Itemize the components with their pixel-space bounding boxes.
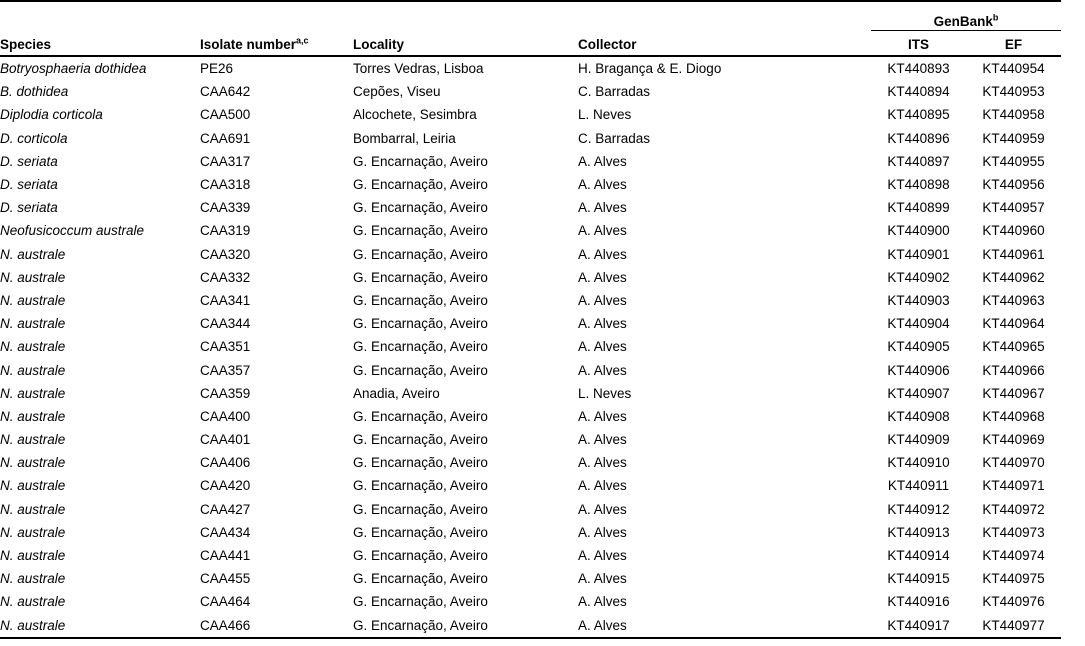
cell-isolate: CAA400 xyxy=(200,408,251,424)
table-row xyxy=(0,243,1061,266)
cell-species: N. australe xyxy=(0,362,66,378)
cell-its: KT440893 xyxy=(887,61,950,77)
cell-ef: KT440957 xyxy=(982,200,1045,216)
cell-locality: Alcochete, Sesimbra xyxy=(353,107,477,123)
cell-ef: KT440966 xyxy=(982,362,1045,378)
header-isolate-label: Isolate number xyxy=(200,37,297,52)
cell-locality: G. Encarnação, Aveiro xyxy=(353,362,488,378)
cell-its: KT440911 xyxy=(887,478,950,494)
cell-collector: A. Alves xyxy=(578,614,871,638)
cell-collector: A. Alves xyxy=(578,223,627,239)
cell-collector: A. Alves xyxy=(578,316,627,332)
cell-isolate: CAA339 xyxy=(200,200,251,216)
table-row xyxy=(0,335,1061,358)
cell-isolate: CAA500 xyxy=(200,107,251,123)
cell-collector: A. Alves xyxy=(578,524,627,540)
cell-ef: KT440960 xyxy=(982,223,1045,239)
table-row xyxy=(0,219,1061,242)
cell-ef: KT440955 xyxy=(982,153,1045,169)
cell-collector: A. Alves xyxy=(578,200,627,216)
cell-collector: A. Alves xyxy=(578,548,627,564)
cell-locality: G. Encarnação, Aveiro xyxy=(353,614,578,638)
cell-ef: KT440954 xyxy=(982,61,1045,77)
cell-isolate: CAA406 xyxy=(200,455,251,471)
cell-species: Diplodia corticola xyxy=(0,107,103,123)
cell-species: D. corticola xyxy=(0,130,68,146)
cell-locality: G. Encarnação, Aveiro xyxy=(353,200,488,216)
cell-locality: G. Encarnação, Aveiro xyxy=(353,501,488,517)
cell-ef: KT440968 xyxy=(982,408,1045,424)
header-genbank-label: GenBank xyxy=(933,14,993,29)
cell-its: KT440894 xyxy=(887,84,950,100)
cell-ef: KT440972 xyxy=(982,501,1045,517)
cell-species: N. australe xyxy=(0,478,66,494)
cell-collector: A. Alves xyxy=(578,408,627,424)
table-header xyxy=(0,1,1061,56)
table-row xyxy=(0,451,1061,474)
cell-isolate: CAA317 xyxy=(200,153,251,169)
cell-isolate: CAA427 xyxy=(200,501,251,517)
cell-ef: KT440959 xyxy=(982,130,1045,146)
table-row xyxy=(0,474,1061,497)
cell-ef: KT440975 xyxy=(982,571,1045,587)
cell-its: KT440905 xyxy=(887,339,950,355)
cell-isolate: CAA359 xyxy=(200,385,251,401)
cell-ef: KT440973 xyxy=(982,524,1045,540)
cell-ef: KT440976 xyxy=(982,594,1045,610)
cell-species: Botryosphaeria dothidea xyxy=(0,61,147,77)
cell-locality: G. Encarnação, Aveiro xyxy=(353,269,488,285)
cell-species: N. australe xyxy=(0,316,66,332)
cell-species: N. australe xyxy=(0,339,66,355)
cell-collector: A. Alves xyxy=(578,571,627,587)
cell-species: N. australe xyxy=(0,594,66,610)
table-body xyxy=(0,56,1061,638)
cell-ef: KT440967 xyxy=(982,385,1045,401)
cell-species: Neofusicoccum australe xyxy=(0,223,145,239)
cell-ef: KT440956 xyxy=(982,177,1045,193)
cell-its: KT440910 xyxy=(887,455,950,471)
header-ef: EF xyxy=(966,31,1061,57)
cell-ef: KT440961 xyxy=(982,246,1045,262)
cell-isolate: CAA341 xyxy=(200,292,251,308)
table-row xyxy=(0,382,1061,405)
cell-collector: C. Barradas xyxy=(578,84,651,100)
table-row xyxy=(0,590,1061,613)
header-row-group xyxy=(0,1,1061,31)
cell-locality: Bombarral, Leiria xyxy=(353,130,456,146)
header-spacer xyxy=(578,1,871,31)
cell-its: KT440901 xyxy=(887,246,950,262)
cell-its: KT440913 xyxy=(887,524,950,540)
cell-collector: C. Barradas xyxy=(578,130,651,146)
cell-locality: G. Encarnação, Aveiro xyxy=(353,246,488,262)
cell-its: KT440895 xyxy=(887,107,950,123)
cell-isolate: CAA464 xyxy=(200,594,251,610)
cell-isolate: CAA642 xyxy=(200,84,251,100)
header-genbank-footnote: b xyxy=(992,12,999,23)
cell-collector: A. Alves xyxy=(578,501,627,517)
cell-species: N. australe xyxy=(0,455,66,471)
cell-species: D. seriata xyxy=(0,153,58,169)
header-row-columns xyxy=(0,31,1061,57)
table-row xyxy=(0,405,1061,428)
cell-collector: A. Alves xyxy=(578,594,627,610)
table-row xyxy=(0,196,1061,219)
header-isolate-footnote: a,c xyxy=(296,35,309,46)
cell-ef: KT440970 xyxy=(982,455,1045,471)
cell-species: N. australe xyxy=(0,614,200,638)
cell-its: KT440903 xyxy=(887,292,950,308)
cell-isolate: CAA318 xyxy=(200,177,251,193)
cell-collector: L. Neves xyxy=(578,107,632,123)
cell-species: N. australe xyxy=(0,292,66,308)
cell-its: KT440916 xyxy=(887,594,950,610)
cell-ef: KT440962 xyxy=(982,269,1045,285)
cell-locality: G. Encarnação, Aveiro xyxy=(353,316,488,332)
header-genbank xyxy=(871,1,1061,31)
cell-its: KT440898 xyxy=(887,177,950,193)
cell-locality: G. Encarnação, Aveiro xyxy=(353,153,488,169)
cell-isolate: CAA319 xyxy=(200,223,251,239)
cell-ef: KT440977 xyxy=(966,614,1061,638)
header-locality: Locality xyxy=(353,31,578,57)
cell-collector: A. Alves xyxy=(578,292,627,308)
cell-locality: Torres Vedras, Lisboa xyxy=(353,61,484,77)
table-row xyxy=(0,150,1061,173)
header-isolate xyxy=(200,31,353,57)
table-row xyxy=(0,428,1061,451)
cell-its: KT440899 xyxy=(887,200,950,216)
cell-ef: KT440965 xyxy=(982,339,1045,355)
cell-species: N. australe xyxy=(0,385,66,401)
cell-its: KT440906 xyxy=(887,362,950,378)
cell-ef: KT440958 xyxy=(982,107,1045,123)
table-row xyxy=(0,56,1061,80)
cell-ef: KT440953 xyxy=(982,84,1045,100)
cell-isolate: CAA455 xyxy=(200,571,251,587)
table-row xyxy=(0,498,1061,521)
cell-species: N. australe xyxy=(0,501,66,517)
cell-isolate: CAA466 xyxy=(200,614,353,638)
cell-its: KT440902 xyxy=(887,269,950,285)
table-row xyxy=(0,173,1061,196)
cell-collector: A. Alves xyxy=(578,478,627,494)
cell-isolate: CAA351 xyxy=(200,339,251,355)
cell-ef: KT440963 xyxy=(982,292,1045,308)
header-spacer xyxy=(353,1,578,31)
cell-isolate: CAA434 xyxy=(200,524,251,540)
header-collector: Collector xyxy=(578,31,871,57)
cell-species: N. australe xyxy=(0,432,66,448)
header-its: ITS xyxy=(871,31,966,57)
table-row xyxy=(0,266,1061,289)
cell-collector: H. Bragança & E. Diogo xyxy=(578,61,722,77)
cell-its: KT440912 xyxy=(887,501,950,517)
cell-collector: A. Alves xyxy=(578,246,627,262)
cell-collector: A. Alves xyxy=(578,432,627,448)
cell-locality: G. Encarnação, Aveiro xyxy=(353,223,488,239)
table-row xyxy=(0,614,1061,638)
cell-collector: A. Alves xyxy=(578,339,627,355)
cell-species: N. australe xyxy=(0,548,66,564)
cell-species: N. australe xyxy=(0,269,66,285)
cell-ef: KT440969 xyxy=(982,432,1045,448)
cell-species: D. seriata xyxy=(0,200,58,216)
cell-its: KT440900 xyxy=(887,223,950,239)
cell-species: N. australe xyxy=(0,246,66,262)
cell-species: N. australe xyxy=(0,408,66,424)
cell-locality: G. Encarnação, Aveiro xyxy=(353,339,488,355)
cell-its: KT440917 xyxy=(871,614,966,638)
cell-locality: Anadia, Aveiro xyxy=(353,385,440,401)
cell-isolate: CAA691 xyxy=(200,130,251,146)
cell-locality: G. Encarnação, Aveiro xyxy=(353,177,488,193)
cell-its: KT440908 xyxy=(887,408,950,424)
table-row xyxy=(0,312,1061,335)
table-row xyxy=(0,127,1061,150)
cell-locality: G. Encarnação, Aveiro xyxy=(353,524,488,540)
cell-ef: KT440964 xyxy=(982,316,1045,332)
table-row xyxy=(0,103,1061,126)
header-species: Species xyxy=(0,31,200,57)
cell-locality: G. Encarnação, Aveiro xyxy=(353,432,488,448)
cell-isolate: CAA401 xyxy=(200,432,251,448)
header-spacer xyxy=(200,1,353,31)
cell-its: KT440914 xyxy=(887,548,950,564)
cell-isolate: CAA344 xyxy=(200,316,251,332)
cell-isolate: CAA357 xyxy=(200,362,251,378)
cell-locality: G. Encarnação, Aveiro xyxy=(353,594,488,610)
table-row xyxy=(0,358,1061,381)
cell-species: N. australe xyxy=(0,524,66,540)
cell-its: KT440904 xyxy=(887,316,950,332)
cell-locality: G. Encarnação, Aveiro xyxy=(353,455,488,471)
table-row xyxy=(0,289,1061,312)
cell-species: B. dothidea xyxy=(0,84,69,100)
cell-collector: L. Neves xyxy=(578,385,632,401)
cell-ef: KT440971 xyxy=(982,478,1045,494)
table-row xyxy=(0,567,1061,590)
cell-its: KT440896 xyxy=(887,130,950,146)
cell-isolate: CAA320 xyxy=(200,246,251,262)
cell-locality: G. Encarnação, Aveiro xyxy=(353,571,488,587)
table-row xyxy=(0,80,1061,103)
cell-isolate: PE26 xyxy=(200,61,234,77)
table-row xyxy=(0,521,1061,544)
cell-collector: A. Alves xyxy=(578,153,627,169)
cell-collector: A. Alves xyxy=(578,362,627,378)
cell-locality: G. Encarnação, Aveiro xyxy=(353,292,488,308)
cell-locality: G. Encarnação, Aveiro xyxy=(353,548,488,564)
cell-locality: Cepões, Viseu xyxy=(353,84,441,100)
cell-isolate: CAA420 xyxy=(200,478,251,494)
cell-isolate: CAA332 xyxy=(200,269,251,285)
table-row xyxy=(0,544,1061,567)
cell-its: KT440907 xyxy=(887,385,950,401)
cell-its: KT440909 xyxy=(887,432,950,448)
cell-locality: G. Encarnação, Aveiro xyxy=(353,478,488,494)
cell-species: N. australe xyxy=(0,571,66,587)
cell-its: KT440897 xyxy=(887,153,950,169)
header-spacer xyxy=(0,1,200,31)
cell-locality: G. Encarnação, Aveiro xyxy=(353,408,488,424)
cell-collector: A. Alves xyxy=(578,177,627,193)
cell-species: D. seriata xyxy=(0,177,58,193)
cell-isolate: CAA441 xyxy=(200,548,251,564)
cell-its: KT440915 xyxy=(887,571,950,587)
cell-collector: A. Alves xyxy=(578,269,627,285)
cell-ef: KT440974 xyxy=(982,548,1045,564)
cell-collector: A. Alves xyxy=(578,455,627,471)
